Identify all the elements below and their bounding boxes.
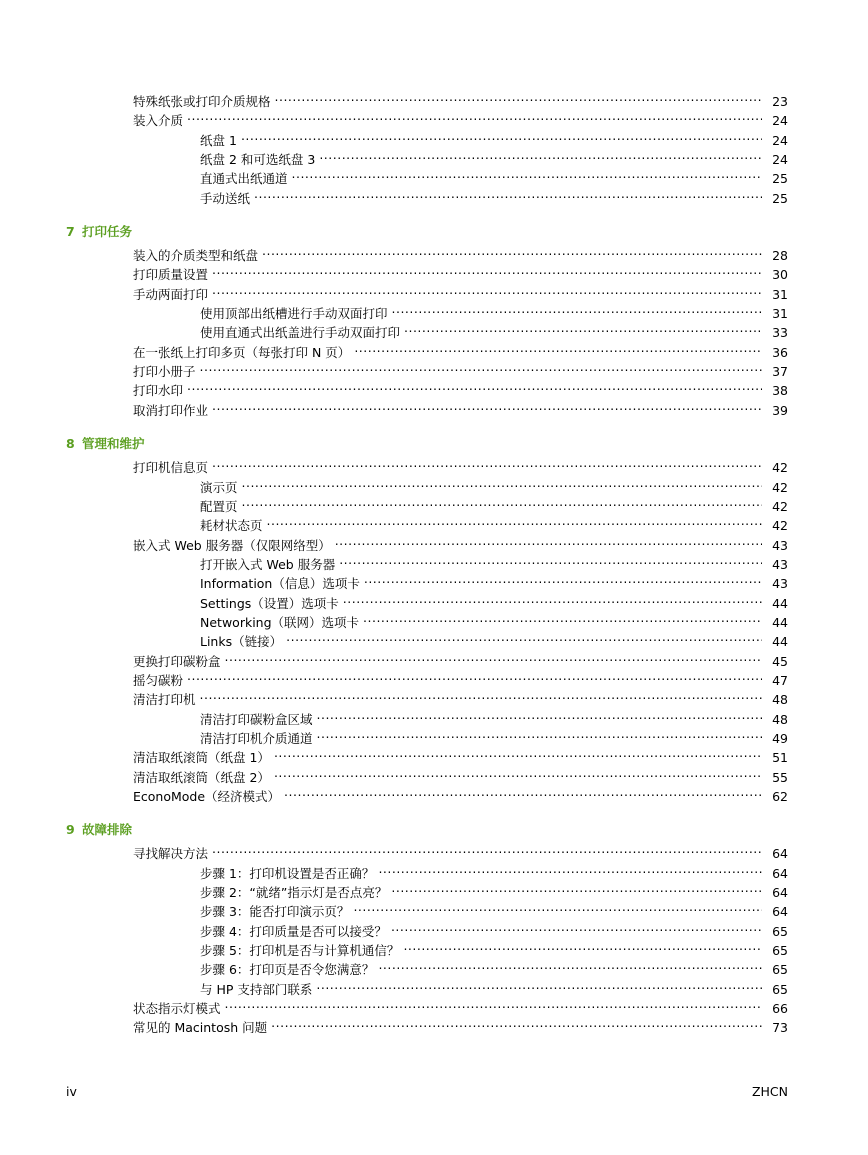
toc-entry[interactable]: [0, 589, 868, 611]
toc-entry-title: 配置页: [200, 498, 238, 514]
toc-entry-page-number: 64: [772, 904, 788, 920]
toc-entry-page-number: 42: [772, 479, 788, 495]
toc-entry[interactable]: [0, 627, 868, 650]
dot-leader: [262, 241, 762, 260]
chapter-heading[interactable]: [0, 434, 868, 453]
chapter-title: 管理和维护: [82, 436, 145, 452]
toc-entry-title: 打印机信息页: [133, 460, 209, 476]
toc-entry-title: 更换打印碳粉盒: [133, 653, 221, 669]
chapter-heading[interactable]: [0, 820, 868, 839]
toc-entry-page-number: 43: [772, 537, 788, 553]
toc-entry-page-number: 64: [772, 885, 788, 901]
toc-entry-title: 清洁打印碳粉盒区域: [200, 711, 313, 727]
toc-entry[interactable]: [0, 608, 868, 630]
toc-entry-page-number: 31: [772, 306, 788, 322]
dot-leader: [271, 1013, 762, 1032]
toc-entry-title: 耗材状态页: [200, 518, 263, 534]
toc-entry-title: 清洁取纸滚筒（纸盘 1）: [133, 750, 270, 766]
toc-entry-page-number: 73: [772, 1020, 788, 1036]
dot-leader: [404, 318, 762, 337]
toc-entry[interactable]: [0, 492, 868, 514]
toc-entry-title: 步骤 5：打印机是否与计算机通信？: [200, 943, 400, 959]
toc-entry-title: Settings（设置）选项卡: [200, 595, 339, 611]
table-of-contents: [0, 87, 868, 1036]
toc-entry-title: 打印小册子: [133, 364, 196, 380]
toc-entry[interactable]: [0, 396, 868, 418]
toc-entry-title: 寻找解决方法: [133, 846, 209, 862]
dot-leader: [275, 87, 762, 106]
toc-entry[interactable]: [0, 338, 868, 360]
dot-leader: [200, 685, 762, 704]
dot-leader: [225, 994, 762, 1013]
toc-entry-title: 装入介质: [133, 113, 184, 129]
dot-leader: [212, 260, 762, 279]
footer-page-number: iv: [66, 1084, 77, 1099]
toc-entry[interactable]: [0, 724, 868, 746]
toc-entry-title: 打印质量设置: [133, 267, 209, 283]
toc-entry[interactable]: [0, 357, 868, 380]
toc-entry[interactable]: [0, 782, 868, 804]
toc-entry[interactable]: [0, 897, 868, 920]
toc-entry-page-number: 37: [772, 364, 788, 380]
dot-leader: [364, 569, 762, 588]
toc-entry-page-number: 25: [772, 171, 788, 187]
toc-entry-page-number: 65: [772, 923, 788, 939]
dot-leader: [187, 106, 762, 125]
toc-entry-page-number: 48: [772, 692, 788, 708]
toc-entry[interactable]: [0, 975, 868, 997]
chapter-number: 9: [66, 822, 75, 838]
toc-entry-page-number: 65: [772, 943, 788, 959]
dot-leader: [225, 647, 762, 666]
toc-entry[interactable]: [0, 955, 868, 978]
toc-entry-page-number: 24: [772, 152, 788, 168]
toc-entry[interactable]: [0, 473, 868, 495]
dot-leader: [392, 299, 762, 318]
toc-entry[interactable]: [0, 936, 868, 959]
toc-entry-title: 步骤 4：打印质量是否可以接受？: [200, 923, 387, 939]
toc-entry-title: 特殊纸张或打印介质规格: [133, 94, 271, 109]
toc-entry[interactable]: [0, 87, 868, 109]
toc-entry-page-number: 44: [772, 614, 788, 630]
dot-leader: [267, 511, 762, 530]
toc-entry-page-number: 49: [772, 730, 788, 746]
dot-leader: [378, 955, 762, 974]
dot-leader: [212, 280, 762, 299]
dot-leader: [284, 782, 762, 801]
toc-entry-page-number: 66: [772, 1001, 788, 1017]
toc-entry-title: 嵌入式 Web 服务器（仅限网络型）: [133, 537, 331, 553]
toc-entry-title: 状态指示灯模式: [133, 1001, 221, 1017]
toc-entry-title: EconoMode（经济模式）: [133, 789, 281, 804]
toc-entry-title: 纸盘 1: [200, 132, 237, 148]
toc-entry-page-number: 65: [772, 962, 788, 978]
toc-entry[interactable]: [0, 280, 868, 302]
toc-entry[interactable]: [0, 647, 868, 669]
dot-leader: [254, 184, 762, 203]
toc-entry-page-number: 43: [772, 576, 788, 592]
dot-leader: [187, 376, 762, 395]
dot-leader: [317, 705, 762, 724]
toc-entry-title: 使用顶部出纸槽进行手动双面打印: [200, 306, 388, 322]
toc-entry-page-number: 55: [772, 769, 788, 785]
toc-entry-title: Networking（联网）选项卡: [200, 614, 360, 630]
toc-entry[interactable]: [0, 511, 868, 534]
toc-entry-page-number: 42: [772, 498, 788, 514]
toc-entry-title: 清洁打印机介质通道: [200, 730, 313, 746]
toc-entry-page-number: 51: [772, 750, 788, 766]
toc-entry[interactable]: [0, 763, 868, 785]
toc-entry-page-number: 44: [772, 634, 788, 650]
dot-leader: [363, 608, 762, 627]
toc-entry-page-number: 47: [772, 672, 788, 688]
toc-entry[interactable]: [0, 106, 868, 129]
toc-entry[interactable]: [0, 164, 868, 187]
toc-entry-title: 清洁打印机: [133, 692, 196, 708]
toc-entry-page-number: 65: [772, 981, 788, 997]
toc-entry-page-number: 43: [772, 556, 788, 572]
toc-entry-page-number: 28: [772, 248, 788, 264]
dot-leader: [343, 589, 762, 608]
dot-leader: [242, 492, 762, 511]
toc-entry-page-number: 31: [772, 286, 788, 302]
toc-entry-page-number: 48: [772, 711, 788, 727]
toc-entry-title: 摇匀碳粉: [133, 672, 184, 688]
toc-entry[interactable]: [0, 145, 868, 168]
toc-entry-page-number: 44: [772, 595, 788, 611]
dot-leader: [354, 338, 762, 357]
chapter-number: 7: [66, 224, 75, 240]
toc-entry-title: 打印水印: [133, 383, 184, 399]
chapter-number: 8: [66, 436, 75, 452]
toc-entry-page-number: 38: [772, 383, 788, 399]
toc-entry[interactable]: [0, 1013, 868, 1036]
toc-entry-title: 常见的 Macintosh 问题: [133, 1020, 268, 1036]
dot-leader: [391, 917, 762, 936]
toc-entry[interactable]: [0, 184, 868, 206]
toc-entry-page-number: 33: [772, 325, 788, 341]
toc-entry-title: 纸盘 2 和可选纸盘 3: [200, 152, 316, 168]
toc-entry[interactable]: [0, 569, 868, 592]
dot-leader: [200, 357, 762, 376]
toc-entry-title: 与 HP 支持部门联系: [200, 981, 313, 997]
toc-entry[interactable]: [0, 376, 868, 399]
dot-leader: [286, 627, 762, 646]
toc-entry[interactable]: [0, 994, 868, 1017]
toc-entry[interactable]: [0, 453, 868, 476]
toc-entry[interactable]: [0, 299, 868, 322]
toc-entry-title: 取消打印作业: [133, 402, 209, 418]
toc-section: [0, 820, 868, 1036]
toc-entry[interactable]: [0, 859, 868, 881]
toc-entry[interactable]: [0, 878, 868, 901]
toc-entry[interactable]: [0, 839, 868, 862]
toc-entry-page-number: 62: [772, 789, 788, 804]
chapter-title: 故障排除: [82, 822, 133, 838]
toc-entry[interactable]: [0, 666, 868, 688]
dot-leader: [274, 743, 762, 762]
toc-entry[interactable]: [0, 531, 868, 553]
toc-entry-page-number: 64: [772, 846, 788, 862]
toc-entry-page-number: 42: [772, 460, 788, 476]
toc-entry[interactable]: [0, 241, 868, 264]
dot-leader: [241, 126, 762, 145]
dot-leader: [316, 975, 762, 994]
toc-entry[interactable]: [0, 550, 868, 572]
dot-leader: [339, 550, 762, 569]
dot-leader: [212, 396, 762, 415]
toc-entry[interactable]: [0, 917, 868, 939]
toc-entry[interactable]: [0, 685, 868, 708]
chapter-title: 打印任务: [82, 224, 133, 240]
toc-entry-title: 手动送纸: [200, 190, 251, 206]
dot-leader: [292, 164, 762, 183]
toc-entry-page-number: 64: [772, 865, 788, 881]
toc-entry[interactable]: [0, 318, 868, 341]
dot-leader: [212, 839, 762, 858]
dot-leader: [391, 878, 762, 897]
dot-leader: [335, 531, 762, 550]
toc-section: [0, 222, 868, 418]
toc-entry-title: Information（信息）选项卡: [200, 576, 360, 592]
toc-entry[interactable]: [0, 260, 868, 283]
dot-leader: [378, 859, 762, 878]
toc-entry-title: 步骤 2：“就绪”指示灯是否点亮？: [200, 885, 388, 901]
toc-entry-page-number: 45: [772, 653, 788, 669]
toc-entry-title: 打开嵌入式 Web 服务器: [200, 556, 336, 572]
toc-entry-title: 步骤 1：打印机设置是否正确？: [200, 865, 375, 881]
toc-entry-title: 直通式出纸通道: [200, 171, 288, 187]
toc-entry-title: 清洁取纸滚筒（纸盘 2）: [133, 769, 270, 785]
dot-leader: [242, 473, 762, 492]
toc-entry[interactable]: [0, 705, 868, 727]
toc-entry-title: 在一张纸上打印多页（每张打印 N 页）: [133, 344, 351, 360]
toc-entry-page-number: 42: [772, 518, 788, 534]
toc-entry-page-number: 24: [772, 113, 788, 129]
toc-entry-title: 步骤 6：打印页是否令您满意？: [200, 962, 375, 978]
toc-entry-page-number: 39: [772, 402, 788, 418]
dot-leader: [317, 724, 762, 743]
toc-entry-title: 演示页: [200, 479, 238, 495]
dot-leader: [212, 453, 762, 472]
toc-entry-page-number: 30: [772, 267, 788, 283]
dot-leader: [403, 936, 762, 955]
dot-leader: [187, 666, 762, 685]
toc-entry-title: 使用直通式出纸盖进行手动双面打印: [200, 325, 401, 341]
toc-entry-title: 步骤 3：能否打印演示页？: [200, 904, 350, 920]
toc-entry[interactable]: [0, 126, 868, 148]
footer-locale: ZHCN: [751, 1084, 788, 1099]
toc-entry-title: Links（链接）: [200, 634, 283, 650]
toc-entry-title: 装入的介质类型和纸盘: [133, 248, 259, 264]
toc-entry[interactable]: [0, 743, 868, 766]
toc-entry-page-number: 24: [772, 132, 788, 148]
chapter-heading[interactable]: [0, 222, 868, 241]
toc-section: [0, 87, 868, 206]
toc-entry-title: 手动两面打印: [133, 286, 209, 302]
dot-leader: [274, 763, 762, 782]
toc-section: [0, 434, 868, 804]
toc-entry-page-number: 23: [772, 94, 788, 109]
dot-leader: [319, 145, 762, 164]
toc-entry-page-number: 36: [772, 344, 788, 360]
dot-leader: [353, 897, 762, 916]
toc-entry-page-number: 25: [772, 190, 788, 206]
